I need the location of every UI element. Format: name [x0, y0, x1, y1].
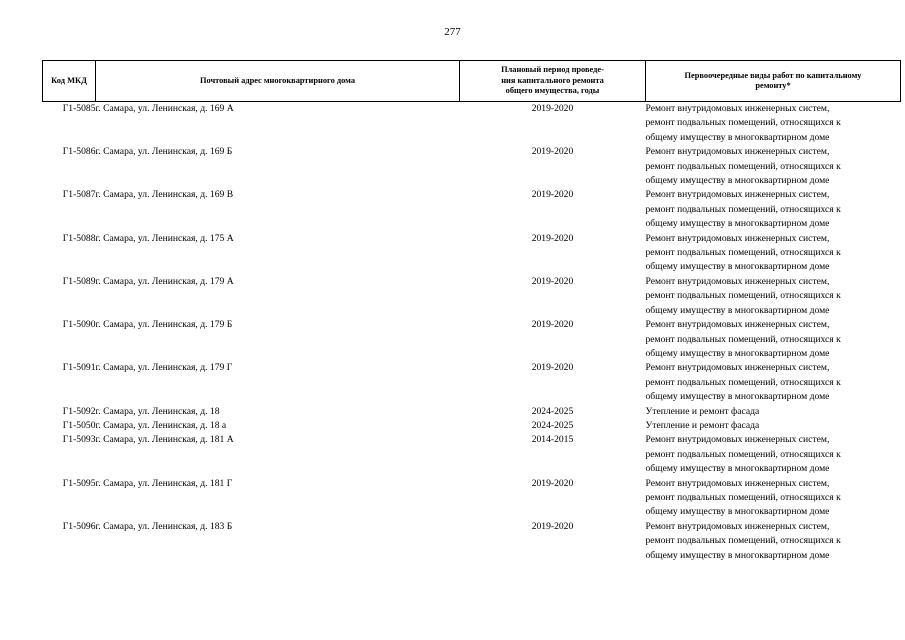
works-line: ремонт подвальных помещений, относящихся к	[645, 376, 841, 388]
works-line: Ремонт внутридомовых инженерных систем,	[645, 103, 830, 114]
works-cell	[646, 405, 901, 419]
works-line: ремонт подвальных помещений, относящихся к	[645, 203, 841, 215]
period-cell: 2019-2020	[531, 189, 574, 201]
mkd-code-cell: Г1-5088	[62, 232, 96, 244]
period-cell: 2019-2020	[531, 319, 574, 331]
table-row	[43, 188, 901, 231]
period-cell: 2019-2020	[531, 477, 574, 489]
works-cell	[646, 275, 901, 318]
works-cell	[646, 361, 901, 404]
table-row	[43, 232, 901, 275]
housing-register-table	[42, 60, 901, 563]
works-line: Ремонт внутридомовых инженерных систем,	[645, 232, 830, 244]
works-cell	[646, 520, 901, 563]
works-line: ремонт подвальных помещений, относящихся к	[645, 247, 841, 259]
address-cell: г. Самара, ул. Ленинская, д. 181 А	[95, 434, 234, 446]
works-line: Ремонт внутридомовых инженерных систем,	[645, 189, 830, 201]
works-cell	[646, 419, 901, 433]
mkd-code-cell: Г1-5050	[62, 419, 96, 431]
mkd-code-cell: Г1-5090	[62, 319, 96, 331]
period-cell: 2019-2020	[531, 103, 574, 114]
works-line: ремонт подвальных помещений, относящихся к	[645, 160, 841, 172]
mkd-code-cell: Г1-5095	[62, 477, 96, 489]
header-period	[460, 61, 646, 102]
works-cell	[646, 433, 901, 476]
works-line: Утепление и ремонт фасада	[645, 419, 760, 431]
works-line: общему имуществу в многоквартирном доме	[645, 175, 830, 187]
address-cell: г. Самара, ул. Ленинская, д. 18	[95, 405, 220, 417]
header-period-line: общего имущества, годы	[505, 86, 600, 96]
works-line: ремонт подвальных помещений, относящихся к	[645, 491, 841, 503]
mkd-code-cell: Г1-5093	[62, 434, 96, 446]
header-period-line: Плановый период проведе-	[501, 65, 604, 75]
mkd-code-cell: Г1-5085	[62, 103, 96, 114]
period-cell: 2019-2020	[531, 275, 574, 287]
works-line: общему имуществу в многоквартирном доме	[645, 131, 830, 143]
works-cell	[646, 102, 901, 146]
works-line: Ремонт внутридомовых инженерных систем,	[645, 319, 830, 331]
period-cell: 2024-2025	[531, 419, 574, 431]
works-line: Ремонт внутридомовых инженерных систем,	[645, 477, 830, 489]
works-line: Ремонт внутридомовых инженерных систем,	[645, 434, 830, 446]
works-cell	[646, 188, 901, 231]
address-cell: г. Самара, ул. Ленинская, д. 175 А	[95, 232, 234, 244]
table-row	[43, 477, 901, 520]
address-cell: г. Самара, ул. Ленинская, д. 18 а	[95, 419, 227, 431]
works-cell	[646, 232, 901, 275]
table-row	[43, 520, 901, 563]
period-cell: 2019-2020	[531, 362, 574, 374]
table-row	[43, 275, 901, 318]
works-line: общему имуществу в многоквартирном доме	[645, 304, 830, 316]
address-cell: г. Самара, ул. Ленинская, д. 181 Г	[95, 477, 233, 489]
period-cell: 2014-2015	[531, 434, 574, 446]
works-line: общему имуществу в многоквартирном доме	[645, 261, 830, 273]
table-row	[43, 419, 901, 433]
address-cell: г. Самара, ул. Ленинская, д. 179 Б	[95, 319, 233, 331]
mkd-code-cell: Г1-5089	[62, 275, 96, 287]
works-cell	[646, 477, 901, 520]
works-line: ремонт подвальных помещений, относящихся к	[645, 535, 841, 547]
period-cell: 2019-2020	[531, 232, 574, 244]
works-line: Утепление и ремонт фасада	[645, 405, 760, 417]
period-cell: 2019-2020	[531, 520, 574, 532]
header-works	[646, 61, 901, 102]
mkd-code-cell: Г1-5092	[62, 405, 96, 417]
works-line: общему имуществу в многоквартирном доме	[645, 391, 830, 403]
works-line: общему имуществу в многоквартирном доме	[645, 218, 830, 230]
works-line: общему имуществу в многоквартирном доме	[645, 549, 830, 561]
header-code: Код МКД	[43, 61, 96, 102]
table-row	[43, 318, 901, 361]
address-cell: г. Самара, ул. Ленинская, д. 179 Г	[95, 362, 233, 374]
header-works-line: Первоочередные виды работ по капитальному	[684, 70, 862, 80]
table-header	[43, 61, 901, 102]
table-row	[43, 361, 901, 404]
header-address: Почтовый адрес многоквартирного дома	[96, 61, 460, 102]
works-line: общему имуществу в многоквартирном доме	[645, 506, 830, 518]
works-line: общему имуществу в многоквартирном доме	[645, 463, 830, 475]
address-cell: г. Самара, ул. Ленинская, д. 179 А	[95, 275, 234, 287]
works-line: ремонт подвальных помещений, относящихся к	[645, 448, 841, 460]
table-row	[43, 102, 901, 146]
header-works-line: ремонту*	[755, 81, 791, 90]
address-cell: г. Самара, ул. Ленинская, д. 169 Б	[95, 146, 233, 158]
address-cell: г. Самара, ул. Ленинская, д. 183 Б	[95, 520, 233, 532]
works-line: ремонт подвальных помещений, относящихся к	[645, 117, 841, 129]
works-line: Ремонт внутридомовых инженерных систем,	[645, 275, 830, 287]
address-cell: г. Самара, ул. Ленинская, д. 169 А	[95, 103, 234, 114]
works-line: Ремонт внутридомовых инженерных систем,	[645, 146, 830, 158]
works-cell	[646, 145, 901, 188]
works-line: ремонт подвальных помещений, относящихся к	[645, 333, 841, 345]
table-row	[43, 145, 901, 188]
works-line: Ремонт внутридомовых инженерных систем,	[645, 362, 830, 374]
table-body	[43, 102, 901, 564]
table-row	[43, 433, 901, 476]
works-cell	[646, 318, 901, 361]
mkd-code-cell: Г1-5091	[62, 362, 96, 374]
works-line: общему имуществу в многоквартирном доме	[645, 347, 830, 359]
works-line: ремонт подвальных помещений, относящихся к	[645, 290, 841, 302]
header-period-line: ния капитального ремонта	[501, 75, 604, 85]
works-line: Ремонт внутридомовых инженерных систем,	[645, 520, 830, 532]
address-cell: г. Самара, ул. Ленинская, д. 169 В	[95, 189, 234, 201]
page-number: 277	[444, 26, 461, 38]
mkd-code-cell: Г1-5096	[62, 520, 96, 532]
period-cell: 2019-2020	[531, 146, 574, 158]
period-cell: 2024-2025	[531, 405, 574, 417]
mkd-code-cell: Г1-5087	[62, 189, 96, 201]
table-row	[43, 405, 901, 419]
mkd-code-cell: Г1-5086	[62, 146, 96, 158]
